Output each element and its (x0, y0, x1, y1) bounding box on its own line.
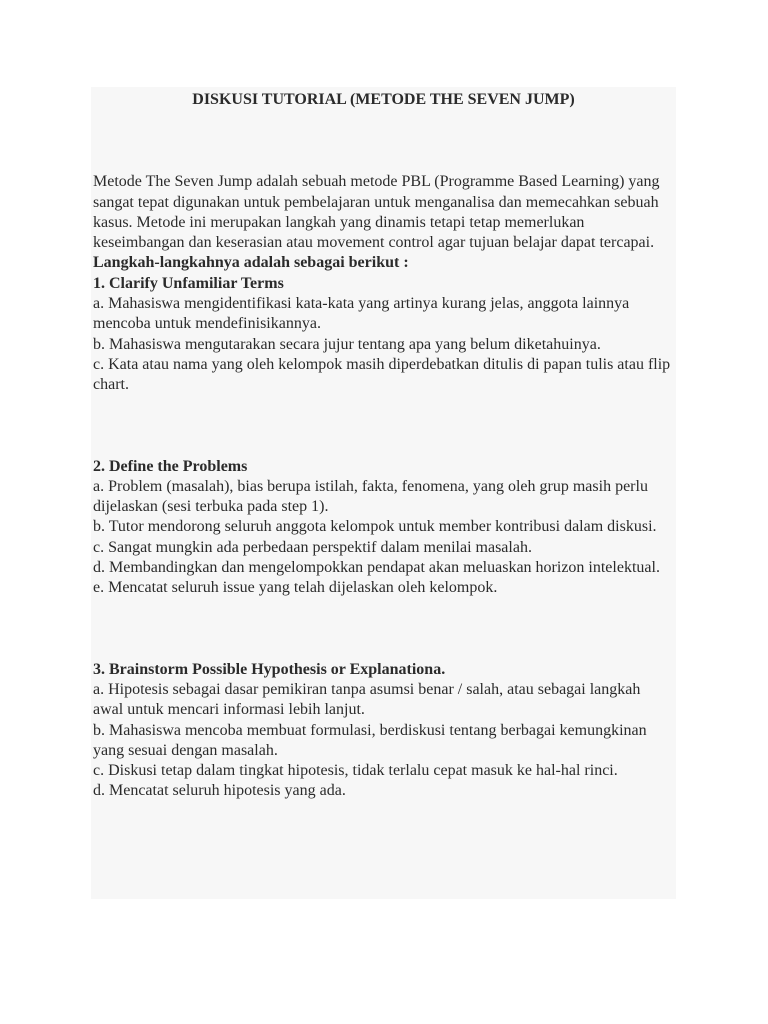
intro-paragraph: Metode The Seven Jump adalah sebuah metode PBL (Programme Based Learning) yang sangat tepat digunakan untuk pembelajaran untuk menganalisa dan memecahkan sebuah kasus. Metode ini merupakan langkah yang dinamis tetapi tetap memerlukan keseimbangan dan keserasian atau movement control agar tujuan belajar dapat tercapai. (93, 173, 660, 252)
blank-space (93, 110, 674, 172)
list-item: c. Diskusi tetap dalam tingkat hipotesis, tidak terlalu cepat masuk ke hal-hal rinci. (93, 762, 618, 780)
steps-heading: Langkah-langkahnya adalah sebagai berikut : (93, 254, 409, 272)
list-item: c. Kata atau nama yang oleh kelompok masih diperdebatkan ditulis di papan tulis atau flip chart. (93, 355, 671, 394)
section-heading-2: 2. Define the Problems (93, 457, 248, 475)
document-title: DISKUSI TUTORIAL (METODE THE SEVEN JUMP) (192, 91, 575, 108)
blank-space (93, 599, 674, 660)
list-item: d. Mencatat seluruh hipotesis yang ada. (93, 782, 346, 800)
list-item: b. Mahasiswa mengutarakan secara jujur tentang apa yang belum diketahuinya. (93, 335, 601, 353)
list-item: a. Hipotesis sebagai dasar pemikiran tanpa asumsi benar / salah, atau sebagai langkah awal untuk mencari informasi lebih lanjut. (93, 680, 641, 719)
section-heading-3: 3. Brainstorm Possible Hypothesis or Explanationa. (93, 660, 446, 678)
list-item: d. Membandingkan dan mengelompokkan pendapat akan meluaskan horizon intelektual. (93, 559, 660, 577)
list-item: e. Mencatat seluruh issue yang telah dijelaskan oleh kelompok. (93, 579, 498, 597)
list-item: b. Mahasiswa mencoba membuat formulasi, berdiskusi tentang berbagai kemungkinan yang sesuai dengan masalah. (93, 721, 647, 759)
list-item: b. Tutor mendorong seluruh anggota kelompok untuk member kontribusi dalam diskusi. (93, 518, 657, 536)
blank-space (93, 396, 674, 457)
list-item: a. Problem (masalah), bias berupa istilah, fakta, fenomena, yang oleh grup masih perlu dijelaskan (sesi terbuka pada step 1). (93, 477, 648, 516)
list-item: c. Sangat mungkin ada perbedaan perspektif dalam menilai masalah. (93, 538, 532, 556)
list-item: a. Mahasiswa mengidentifikasi kata-kata yang artinya kurang jelas, anggota lainnya mencoba untuk mendefinisikannya. (93, 295, 630, 333)
section-heading-1: 1. Clarify Unfamiliar Terms (93, 274, 284, 292)
document-page (91, 87, 676, 899)
